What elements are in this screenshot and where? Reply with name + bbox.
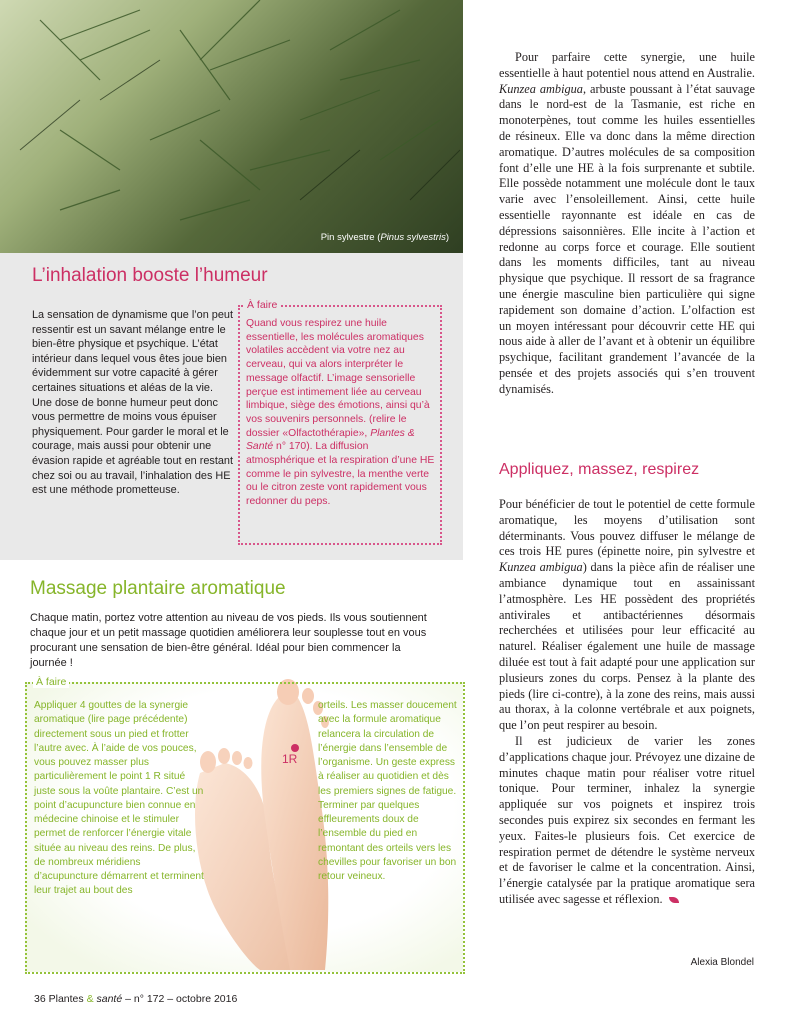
page-footer: 36 Plantes & santé – n° 172 – octobre 2016	[34, 993, 238, 1005]
afaire-text-inhalation: Quand vous respirez une huile essentielle, les molécules aromatiques volatiles accèdent via votre nez au cerveau, qui va alors interpréter le message olfactif. L’image sensorielle perçue est intimement liée au cerveau limbique, siège des émotions, ainsi qu’à vos souvenirs personnels. (relire le dossier «Olfactothérapie», Plantes & Santé n° 170). La diffusion atmosphérique et la respiration d’une HE comme le pin sylvestre, la menthe verte ou le citron zeste vont rapidement vous redonner du peps.	[246, 318, 435, 508]
massage-intro: Chaque matin, portez votre attention au niveau de vos pieds. Ils vous soutiennent chaque jour et un petit massage quotidien améliorera leur souplesse tout en vous procurant une sensation de bien-être général. Idéal pour bien commencer la journée !	[30, 612, 427, 670]
photo-caption: Pin sylvestre (Pinus sylvestris)	[320, 232, 449, 243]
author-name: Alexia Blondel	[690, 957, 754, 968]
right-paragraph-2: Pour bénéficier de tout le potentiel de cette formule aromatique, les moyens d’utilisation sont déterminants. Vous pouvez diffuser le mélange de ces trois HE pures (épinette noire, pin sylvestre et Kunzea ambigua) dans la pièce afin de réaliser une ambiance dynamique tout en assainissant l’atmosphère. Les HE possèdent des propriétés antivirales et antibactériennes désormais recherchées et utilisées pour leur efficacité au naturel. Réaliser également une huile de massage diluée est tout à fait adapté pour une application sur plusieurs zones du corps. Pensez à la plante des pieds (lire ci-contre), à la zone des reins, mais aussi au thorax, à la colonne vertébrale et aux poignets, que l’on peut respirer au besoin. Il est judicieux de varier les zones d’applications chaque jour. Prévoyez une dizaine de minutes chaque matin pour réaliser votre rituel tonique. Pour terminer, inhalez la synergie appliquée sur vos poignets et inspirez trois secondes puis expirez six secondes en fermant les yeux. Faites-le plusieurs fois. Cet exercice de respiration permet de détendre le système nerveux et de favoriser le calme et la concentration. Ainsi, l’énergie catalysée par la pratique aromatique sera utilisée avec sagesse et réflexion.	[499, 497, 755, 906]
massage-title: Massage plantaire aromatique	[30, 578, 286, 599]
inhalation-title: L’inhalation booste l’humeur	[32, 265, 268, 286]
right-paragraph-1: Pour parfaire cette synergie, une huile essentielle à haut potentiel nous attend en Australie. Kunzea ambigua, arbuste poussant à l’état sauvage dans le nord-est de la Tasmanie, est riche en monoterpènes, tout comme les huiles essentielles de résineux. Elle va donc dans la même direction aromatique. D’autres molécules de sa composition font d’elle une HE à la fois surprenante et subtile. Elle possède notamment une molécule dont le taux varie avec l’ensoleillement. Ainsi, cette huile essentielle rayonnante est idéale en cas de dépressions saisonnières. Elle incite à l’action et redonne au corps force et courage. Elle soutient dans les moments difficiles, tant au niveau physique que psychique. Il ressort de sa fragrance une énergie masculine bien particulière qui signe rapidement son domaine d’action. L’olfaction est un moyen intéressant pour découvrir cette HE qui nous aide à aller de l’avant et à obtenir un équilibre psychique, facilitant grandement l’avancée de la pensée et des projets associés qui s’en trouvent dynamisés.	[499, 50, 755, 396]
acupoint-label: 1R	[282, 752, 298, 766]
pine-photo	[0, 0, 463, 253]
leaf-icon	[669, 897, 679, 903]
afaire-box-inhalation	[238, 299, 442, 545]
afaire-label: À faire	[244, 299, 280, 311]
inhalation-body: La sensation de dynamisme que l’on peut ressentir est un savant mélange entre le bien-être physique et psychique. L’état intérieur dans lequel vous êtes joue bien évidemment sur votre capacité à gérer certaines situations et aléas de la vie. Une dose de bonne humeur peut donc vous permettre de moins vous épuiser physiquement. Pour garder le moral et le courage, mais aussi pour obtenir une évasion rapide et agréable tout en restant chez soi ou au travail, l’inhalation des HE est une méthode prometteuse.	[32, 309, 234, 497]
page-number: 36	[34, 993, 46, 1005]
massage-text-right: orteils. Les masser doucement avec la formule aromatique relancera la circulation de l’énergie dans l’ensemble de l’organisme. Un geste express à réaliser au quotidien et dès les premiers signes de fatigue. Terminer par quelques effleurements doux de l’ensemble du pied en remontant des orteils vers les chevilles pour favoriser un bon retour veineux.	[318, 700, 457, 882]
pine-needles-illustration	[0, 0, 463, 253]
afaire-label-massage: À faire	[33, 676, 69, 688]
right-section-title: Appliquez, massez, respirez	[499, 461, 700, 478]
massage-text-left: Appliquer 4 gouttes de la synergie aromatique (lire page précédente) directement sous un pied et frotter l’autre avec. À l’aide de vos pouces, vous pouvez masser plus particulièrement le point 1 R situé juste sous la voûte plantaire. C’est un point d’acupuncture bien connue en médecine chinoise et le stimuler permet de renforcer l’énergie vitale située au niveau des reins. De plus, de nombreux méridiens d’acupuncture démarrent et terminent leur trajet au bout des	[34, 700, 204, 897]
